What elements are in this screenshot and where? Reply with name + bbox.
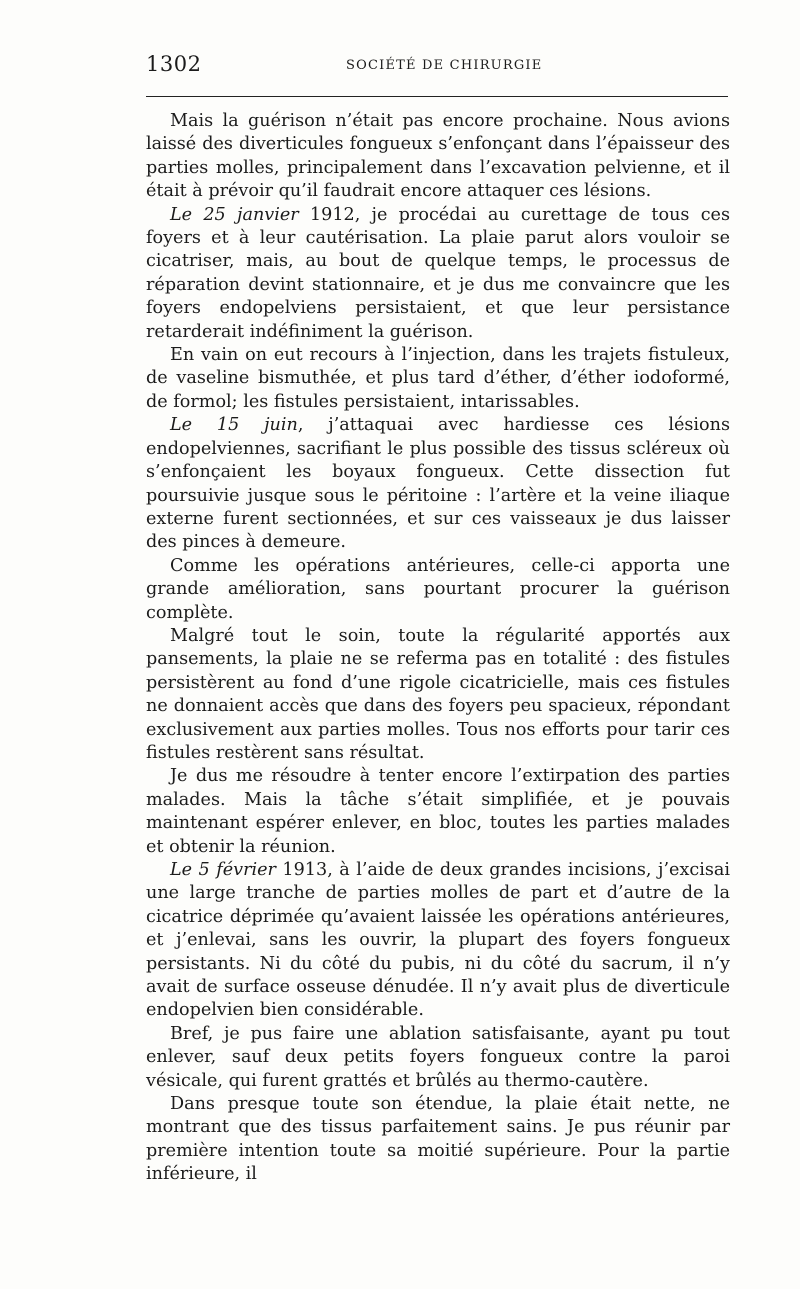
paragraph: Je dus me résoudre à tenter encore l’extirpation des parties malades. Mais la tâche s’était simplifiée, et je pouvais maintenant espérer enlever, en bloc, toutes les parties malades et obtenir la réunion. — [146, 766, 730, 857]
paragraph: Mais la guérison n’était pas encore prochaine. Nous avions laissé des diverticules fongueux s’enfonçant dans l’épaisseur des parties molles, principalement dans l’excavation pelvienne, et il était à prévoir qu’il faudrait encore attaquer ces lésions. — [146, 111, 730, 202]
paragraph: Bref, je pus faire une ablation satisfaisante, ayant pu tout enlever, sauf deux petits foyers fongueux contre la paroi vésicale, qui furent grattés et brûlés au thermo-cautère. — [146, 1023, 730, 1091]
paragraph: Malgré tout le soin, toute la régularité apportés aux pansements, la plaie ne se referma pas en totalité : des fistules persistèrent au fond d’une rigole cicatricielle, mais ces fistules ne donnaient accès que dans des foyers peu spacieux, répondant exclusivement aux parties molles. Tous nos efforts pour tarir ces fistules restèrent sans résultat. — [146, 625, 730, 763]
paragraph: Dans presque toute son étendue, la plaie était nette, ne montrant que des tissus parfaitement sains. Je pus réunir par première intention toute sa moitié supérieure. Pour la partie inférieure, il — [146, 1094, 730, 1185]
header-rule — [146, 96, 728, 97]
paragraph: Le 5 février 1913, à l’aide de deux grandes incisions, j’excisai une large tranche de parties molles de part et d’autre de la cicatrice déprimée qu’avaient laissée les opérations antérieures, et j’enlevai, sans les ouvrir, la plupart des foyers fongueux persistants. Ni du côté du pubis, ni du côté du sacrum, il n’y avait de surface osseuse dénudée. Il n’y avait plus de diverticule endopelvien bien considérable. — [146, 860, 730, 1021]
running-head: SOCIÉTÉ DE CHIRURGIE — [346, 58, 543, 73]
page-header — [146, 52, 730, 80]
paragraph: Le 25 janvier 1912, je procédai au curettage de tous ces foyers et à leur cautérisation. La plaie parut alors vouloir se cicatriser, mais, au bout de quelque temps, le processus de réparation devint stationnaire, et je dus me convaincre que les foyers endopelviens persistaient, et que leur persistance retarderait indéfiniment la guérison. — [146, 204, 730, 342]
paragraph: Le 15 juin, j’attaquai avec hardiesse ces lésions endopelviennes, sacrifiant le plus possible des tissus scléreux où s’enfonçaient les boyaux fongueux. Cette dissection fut poursuivie jusque sous le péritoine : l’artère et la veine iliaque externe furent sectionnées, et sur ces vaisseaux je dus laisser des pinces à demeure. — [146, 415, 730, 553]
page-number: 1302 — [146, 52, 202, 76]
body-text — [146, 110, 730, 1187]
paragraph: En vain on eut recours à l’injection, dans les trajets fistuleux, de vaseline bismuthée, et plus tard d’éther, d’éther iodoformé, de formol; les fistules persistaient, intarissables. — [146, 345, 730, 412]
paragraph: Comme les opérations antérieures, celle-ci apporta une grande amélioration, sans pourtant procurer la guérison complète. — [146, 555, 730, 623]
